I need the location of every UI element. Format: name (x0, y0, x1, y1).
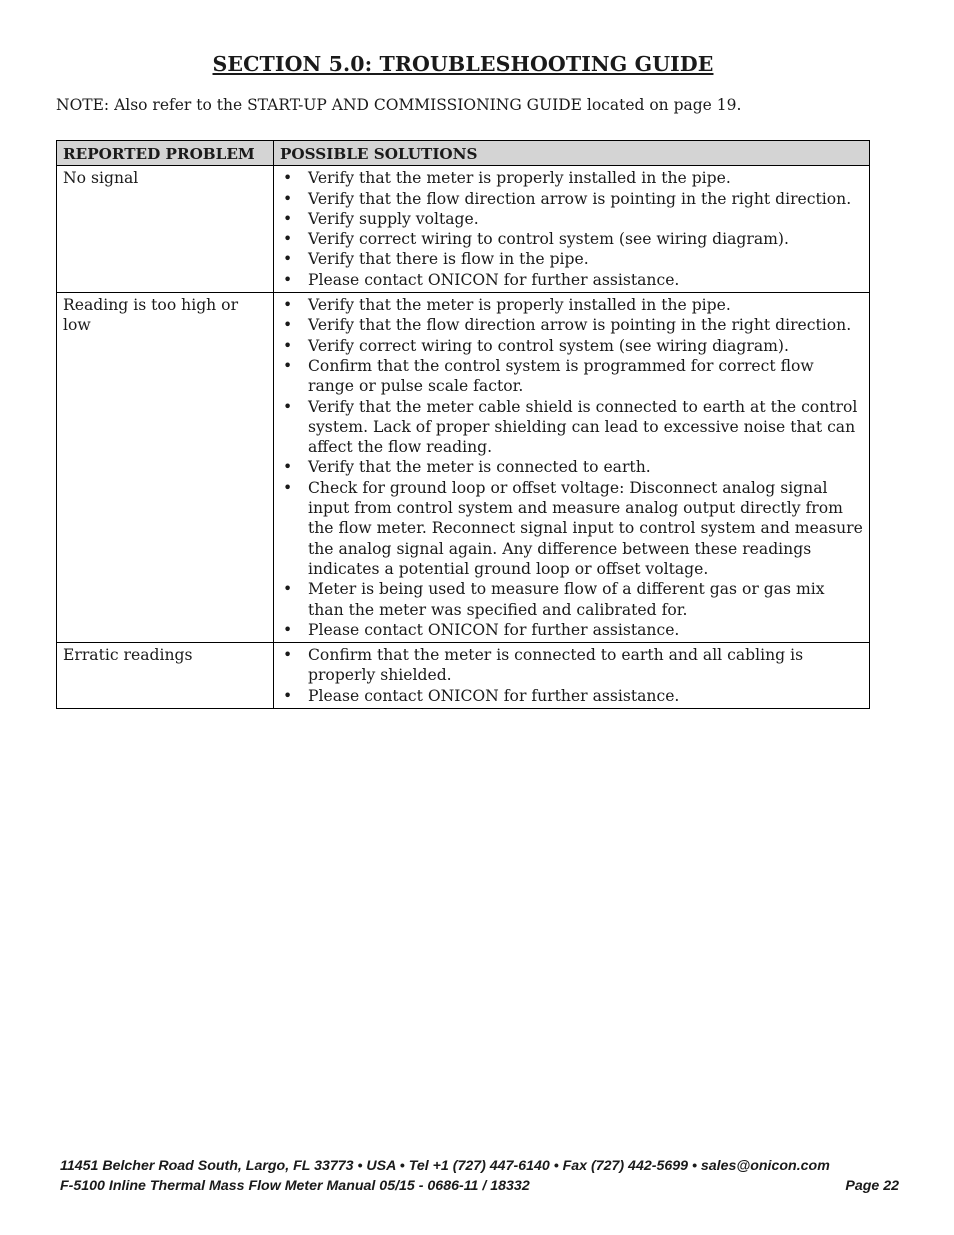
solution-item: • Meter is being used to measure flow of a different gas or gas mix than the meter was specified and calibrated for. (280, 579, 863, 620)
solutions-cell (274, 166, 870, 293)
solution-item: • Please contact ONICON for further assistance. (280, 686, 863, 706)
solution-list (280, 168, 863, 290)
solution-item: • Confirm that the control system is programmed for correct flow range or pulse scale factor. (280, 356, 863, 397)
solution-item: • Confirm that the meter is connected to earth and all cabling is properly shielded. (280, 645, 863, 686)
solution-item: • Verify correct wiring to control system (see wiring diagram). (280, 336, 863, 356)
problem-cell: Erratic readings (57, 643, 274, 709)
problem-cell: Reading is too high or low (57, 293, 274, 643)
footer-address: 11451 Belcher Road South, Largo, FL 33773 • USA • Tel +1 (727) 447-6140 • Fax (727) 442-5699 • sales@onicon.com (60, 1158, 830, 1174)
header-reported-problem: REPORTED PROBLEM (57, 141, 274, 166)
footer-manual-title: F-5100 Inline Thermal Mass Flow Meter Manual 05/15 - 0686-11 / 18332 (60, 1178, 530, 1194)
footer-manual-line (60, 1178, 899, 1194)
solution-item: • Verify supply voltage. (280, 209, 863, 229)
note-text: NOTE: Also refer to the START-UP AND COMMISSIONING GUIDE located on page 19. (56, 96, 742, 114)
table-row (57, 293, 870, 643)
solutions-cell (274, 643, 870, 709)
solution-item: • Verify that the flow direction arrow is pointing in the right direction. (280, 189, 863, 209)
problem-cell: No signal (57, 166, 274, 293)
solution-list (280, 645, 863, 706)
solution-item: • Verify correct wiring to control system (see wiring diagram). (280, 229, 863, 249)
solution-item: • Verify that the meter cable shield is connected to earth at the control system. Lack of proper shielding can lead to excessive noise that can affect the flow reading. (280, 397, 863, 458)
solution-item: • Verify that the meter is connected to earth. (280, 457, 863, 477)
solution-item: • Verify that the meter is properly installed in the pipe. (280, 168, 863, 188)
troubleshooting-table (56, 140, 870, 709)
section-title: SECTION 5.0: TROUBLESHOOTING GUIDE (212, 52, 714, 76)
table-row (57, 643, 870, 709)
solution-item: • Check for ground loop or offset voltage: Disconnect analog signal input from control system and measure analog output directly from the flow meter. Reconnect signal input to control system and measure the analog signal again. Any difference between these readings indicates a potential ground loop or offset voltage. (280, 478, 863, 579)
page-number: Page 22 (845, 1178, 899, 1194)
solution-item: • Please contact ONICON for further assistance. (280, 270, 863, 290)
table-header-row (57, 141, 870, 166)
header-possible-solutions: POSSIBLE SOLUTIONS (274, 141, 870, 166)
solution-item: • Verify that there is flow in the pipe. (280, 249, 863, 269)
solution-item: • Verify that the flow direction arrow is pointing in the right direction. (280, 315, 863, 335)
solution-item: • Please contact ONICON for further assistance. (280, 620, 863, 640)
table-row (57, 166, 870, 293)
solution-item: • Verify that the meter is properly installed in the pipe. (280, 295, 863, 315)
solutions-cell (274, 293, 870, 643)
solution-list (280, 295, 863, 640)
